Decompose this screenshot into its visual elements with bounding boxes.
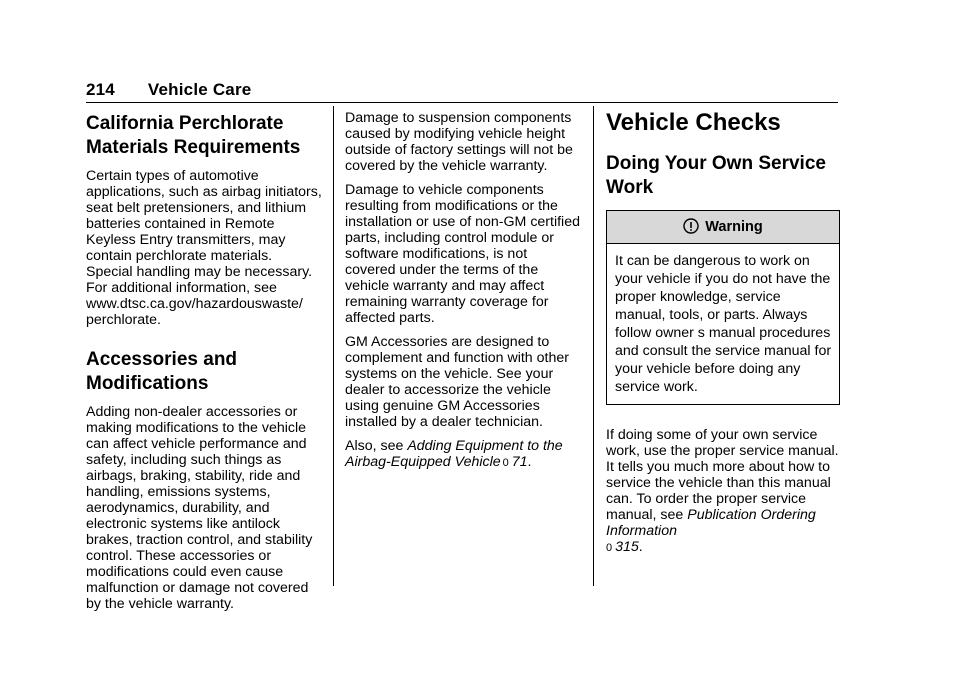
heading-vehicle-checks: Vehicle Checks [606, 109, 781, 136]
column-3 [606, 108, 840, 564]
header-rule [86, 102, 838, 103]
paragraph-gm-accessories: GM Accessories are designed to complement and function with other systems on the vehicle. See your dealer to accessorize the vehicle using genuine GM Accessories installed by a dealer technician. [345, 334, 569, 430]
link-adding-equipment[interactable]: Adding Equipment to the Airbag-Equipped Vehicle [345, 438, 563, 470]
heading-own-service: Doing Your Own Service Work [606, 153, 826, 198]
heading-perchlorate: California Perchlorate Materials Requirements [86, 113, 301, 158]
column-divider-1 [333, 106, 334, 586]
page-ref-number[interactable]: 71 [511, 454, 528, 470]
page-number: 214 [86, 80, 115, 99]
service-page-number[interactable]: 315 [615, 539, 639, 555]
page-header [86, 80, 251, 100]
also-see-prefix: Also, see [345, 438, 408, 454]
section-title: Vehicle Care [147, 80, 252, 99]
paragraph-components: Damage to vehicle components resulting from modifications or the installation or use of non-GM certified parts, including control module or software modifications, is not covered under the terms of the vehicle warranty and may affect remaining warranty coverage for affected parts. [345, 182, 580, 326]
paragraph-also-see [345, 438, 581, 471]
paragraph-perchlorate: Certain types of automotive applications, such as airbag initiators, seat belt pretensioners, and lithium batteries contained in Remote Keyless Entry transmitters, may contain perchlorate materials. Special handling may be necessary. For additional information, see www.dtsc.ca.gov/hazardouswaste/ perchlorate. [86, 168, 322, 328]
column-2 [345, 110, 581, 479]
warning-box [606, 210, 840, 405]
warning-text: It can be dangerous to work on your vehicle if you do not have the proper knowledge, service manual, tools, or parts. Always follow owner s manual procedures and consult the service manual for your vehicle before doing any service work. [615, 253, 832, 395]
link-publication-ordering[interactable]: Publication Ordering Information [606, 507, 816, 539]
warning-header [607, 211, 839, 244]
paragraph-service [606, 427, 840, 556]
page-ref-arrow: 0 [502, 457, 509, 469]
column-divider-2 [593, 106, 594, 586]
warning-icon [683, 218, 699, 234]
heading-accessories: Accessories and Modifications [86, 349, 238, 394]
paragraph-accessories: Adding non-dealer accessories or making modifications to the vehicle can affect vehicle performance and safety, including such things as airbags, braking, stability, ride and handling, emissions systems, aerodynamics, durability, and electronic systems like antilock brakes, traction control, and stability control. These accessories or modifications could even cause malfunction or damage not covered by the vehicle warranty. [86, 404, 313, 612]
column-1 [86, 112, 322, 620]
warning-title: Warning [705, 219, 763, 235]
period: . [527, 454, 532, 470]
service-page-arrow: 0 [606, 542, 613, 554]
paragraph-suspension: Damage to suspension components caused by modifying vehicle height outside of factory settings will not be covered by the vehicle warranty. [345, 110, 573, 174]
service-period: . [638, 539, 643, 555]
service-text: If doing some of your own service work, use the proper service manual. It tells you much more about how to service the vehicle than this manual can. To order the proper service manual, see [606, 427, 839, 523]
